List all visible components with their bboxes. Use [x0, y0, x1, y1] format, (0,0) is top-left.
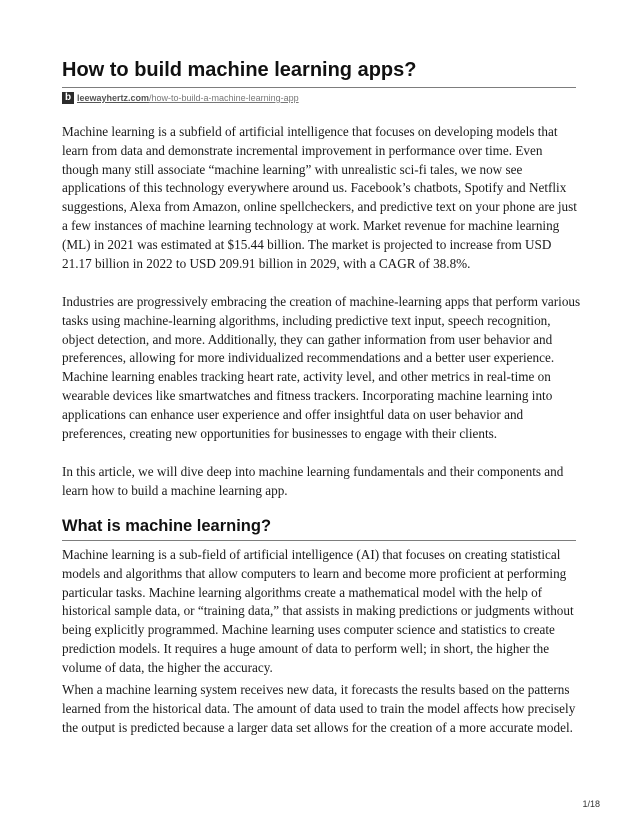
source-path[interactable]: /how-to-build-a-machine-learning-app	[149, 93, 299, 103]
intro-paragraph-1: Machine learning is a subfield of artificial intelligence that focuses on developing models that learn from data and demonstrate incremental improvement in performance over time. Even though many still associate “machine learning” with unrealistic sci-fi tales, we now see applications of this technology everywhere around us. Facebook’s chatbots, Spotify and Netflix suggestions, Alexa from Amazon, online spellcheckers, and predictive text on your phone are just a few instances of machine learning technology at work. Market revenue for machine learning (ML) in 2021 was estimated at $15.44 billion. The market is projected to increase from USD 21.17 billion in 2022 to USD 209.91 billion in 2029, with a CAGR of 38.8%.	[62, 124, 577, 271]
page-title: How to build machine learning apps?	[62, 59, 417, 81]
site-favicon-icon: b	[62, 92, 74, 104]
intro-paragraph-3: In this article, we will dive deep into machine learning fundamentals and their components and learn how to build a machine learning app.	[62, 464, 564, 498]
intro-paragraph-2: Industries are progressively embracing the creation of machine-learning apps that perform various tasks using machine-learning algorithms, including predictive text input, speech recognition, object detection, and more. Additionally, they can gather information from user behavior and preferences, allowing for more individualized recommendations and a better user experience. Machine learning enables tracking heart rate, activity level, and other metrics in real-time on wearable devices like smartwatches and fitness trackers. Incorporating machine learning into applications can enhance user experience and offer insightful data on user behavior and preferences, creating new opportunities for businesses to engage with their clients.	[62, 294, 581, 441]
page-number: 1/18	[582, 799, 600, 809]
section-divider	[62, 540, 576, 541]
title-divider	[62, 87, 576, 88]
section-paragraph-2: When a machine learning system receives new data, it forecasts the results based on the patterns learned from the historical data. The amount of data used to train the model affects how precisely the output is predicted because a larger data set allows for the creation of a more accurate model.	[62, 682, 576, 735]
section-heading: What is machine learning?	[62, 517, 272, 535]
section-paragraph-1: Machine learning is a sub-field of artificial intelligence (AI) that focuses on creating statistical models and algorithms that allow computers to learn and become more proficient at performing particular tasks. Machine learning algorithms create a mathematical model with the help of historical sample data, or “training data,” that assists in making predictions or judgments without being explicitly programmed. Machine learning uses computer science and statistics to create prediction models. It requires a huge amount of data to perform well; in short, the higher the volume of data, the higher the accuracy.	[62, 547, 574, 675]
source-link[interactable]	[62, 91, 299, 105]
source-domain[interactable]: leewayhertz.com	[77, 93, 150, 103]
